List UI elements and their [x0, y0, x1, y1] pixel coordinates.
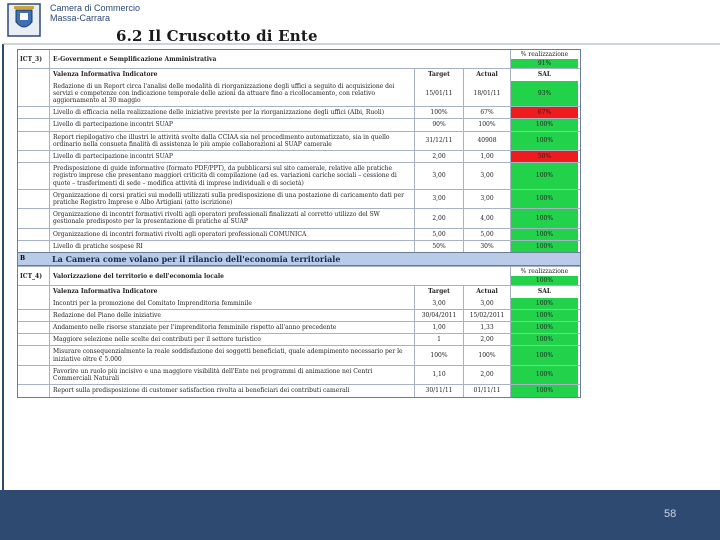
actual-value: 15/02/2011	[463, 310, 510, 321]
block2-rows	[18, 298, 580, 397]
table-row	[18, 162, 580, 189]
sal-status-cell: 100%	[510, 346, 578, 364]
sal-status-cell: 100%	[510, 190, 578, 208]
indicator-text: Organizzazione di corsi pratici sui modelli utilizzati sulla predisposizione di una postazione di caricamento dati per pratiche Registro Imprese e Albo Artigiani (atto iscrizione)	[49, 190, 414, 208]
indicator-text: Redazione del Piano delle iniziative	[49, 310, 414, 321]
table-row	[18, 131, 580, 150]
block1-pct-cell	[510, 50, 578, 68]
table-row	[18, 309, 580, 321]
sal-status-cell: 100%	[510, 322, 578, 333]
row-code-cell	[18, 366, 49, 384]
target-value: 100%	[414, 346, 463, 364]
indicator-text: Andamento nelle risorse stanziate per l'imprenditoria femminile rispetto all'anno precedente	[49, 322, 414, 333]
table-row	[18, 81, 580, 107]
block1-column-header	[18, 68, 580, 80]
col-actual: Actual	[463, 69, 510, 80]
block1-rows	[18, 81, 580, 252]
col-sal: SAL	[510, 286, 578, 297]
col-target: Target	[414, 69, 463, 80]
target-value: 50%	[414, 241, 463, 252]
indicator-text: Livello di partecipazione incontri SUAP	[49, 119, 414, 130]
col-actual: Actual	[463, 286, 510, 297]
target-value: 1,00	[414, 322, 463, 333]
row-code-cell	[18, 310, 49, 321]
org-line-2: Massa-Carrara	[50, 13, 111, 23]
table-row	[18, 365, 580, 384]
block2-title: Valorizzazione del territorio e dell'economia locale	[49, 267, 510, 285]
row-code-cell	[18, 107, 49, 118]
sal-status-cell: 100%	[510, 229, 578, 240]
actual-value: 18/01/11	[463, 81, 510, 107]
block1-pct-value: 91%	[511, 59, 578, 68]
sal-status-cell: 100%	[510, 163, 578, 189]
row-code-cell	[18, 209, 49, 227]
org-line-1: Camera di Commercio	[50, 3, 141, 13]
actual-value: 2,00	[463, 334, 510, 345]
target-value: 5,00	[414, 229, 463, 240]
block1-code: ICT_3)	[20, 55, 43, 63]
table-row	[18, 384, 580, 396]
row-code-cell	[18, 385, 49, 396]
actual-value: 1,00	[463, 151, 510, 162]
target-value: 2,00	[414, 151, 463, 162]
table-row	[18, 298, 580, 309]
block2-pct-cell	[510, 267, 578, 285]
actual-value: 01/11/11	[463, 385, 510, 396]
actual-value: 100%	[463, 119, 510, 130]
row-code-cell	[18, 322, 49, 333]
target-value: 90%	[414, 119, 463, 130]
actual-value: 30%	[463, 241, 510, 252]
chamber-logo	[6, 2, 42, 38]
table-row	[18, 228, 580, 240]
indicator-text: Misurare consequenzialmente la reale soddisfazione dei soggetti beneficiati, quale adempimento necessario per le iniziative oltre € 5.000	[49, 346, 414, 364]
block2-column-header	[18, 285, 580, 297]
target-value: 1,10	[414, 366, 463, 384]
row-code-cell	[18, 334, 49, 345]
sal-status-cell: 100%	[510, 209, 578, 227]
target-value: 3,00	[414, 190, 463, 208]
target-value: 100%	[414, 107, 463, 118]
col-indicator: Valenza Informativa Indicatore	[49, 286, 414, 297]
target-value: 2,00	[414, 209, 463, 227]
actual-value: 3,00	[463, 163, 510, 189]
actual-value: 100%	[463, 346, 510, 364]
target-value: 1	[414, 334, 463, 345]
row-code-cell	[18, 81, 49, 107]
row-code-cell	[18, 119, 49, 130]
indicator-text: Incontri per la promozione del Comitato Imprenditoria femminile	[49, 298, 414, 309]
row-code-cell	[18, 241, 49, 252]
row-code-cell	[18, 229, 49, 240]
table-row	[18, 106, 580, 118]
indicator-text: Report riepilogativo che illustri le attività svolte dalla CCIAA sia nel procedimento automatizzato, sia in quello ordinario nella consueta finalità di assistenza le più ampie collaborazioni al SUAP camerale	[49, 132, 414, 150]
sal-status-cell: 100%	[510, 310, 578, 321]
col-target: Target	[414, 286, 463, 297]
actual-value: 5,00	[463, 229, 510, 240]
indicator-text: Maggiore selezione nelle scelte dei contributi per il settore turistico	[49, 334, 414, 345]
row-code-cell	[18, 151, 49, 162]
target-value: 3,00	[414, 163, 463, 189]
row-code-cell	[18, 190, 49, 208]
indicator-text: Organizzazione di incontri formativi rivolti agli operatori professionali finalizzati al corretto utilizzo del SW gestionale predisposto per la presentazione di pratiche al SUAP	[49, 209, 414, 227]
sal-status-cell: 100%	[510, 366, 578, 384]
block2-title-row	[18, 266, 580, 285]
indicator-text: Report sulla predisposizione di customer satisfaction rivolta ai beneficiari dei contributi camerali	[49, 385, 414, 396]
actual-value: 3,00	[463, 190, 510, 208]
sal-status-cell: 100%	[510, 385, 578, 396]
dashboard-table	[17, 49, 581, 398]
sal-status-cell: 100%	[510, 334, 578, 345]
indicator-text: Livello di partecipazione incontri SUAP	[49, 151, 414, 162]
target-value: 3,00	[414, 298, 463, 309]
indicator-text: Livello di efficacia nella realizzazione delle iniziative previste per la riorganizzazione degli uffici (Albi, Ruoli)	[49, 107, 414, 118]
sal-status-cell: 93%	[510, 81, 578, 107]
indicator-text: Predisposizione di guide informative (formato PDF/PPT), da pubblicarsi sul sito camerale, relative alle pratiche registro imprese che presentano maggiori criticità di compilazione (ad es. variazioni cariche sociali – cessione di quote – trasferimenti di sede – modifica attività di imprese individuali e di società)	[49, 163, 414, 189]
block1-title-row	[18, 50, 580, 68]
block2-code: ICT_4)	[20, 272, 43, 280]
page-title: 6.2 Il Cruscotto di Ente	[116, 27, 318, 45]
actual-value: 67%	[463, 107, 510, 118]
indicator-text: Livello di pratiche sospese RI	[49, 241, 414, 252]
sal-status-cell: 100%	[510, 119, 578, 130]
actual-value: 1,33	[463, 322, 510, 333]
footer-band	[0, 490, 720, 540]
indicator-text: Favorire un ruolo più incisivo e una maggiore visibilità dell'Ente nei programmi di animazione nei Centri Commerciali Naturali	[49, 366, 414, 384]
sal-status-cell: 100%	[510, 132, 578, 150]
block1-pct-label: % realizzazione	[520, 51, 569, 58]
indicator-text: Redazione di un Report circa l'analisi delle modalità di riorganizzazione degli uffici a seguito di acquisizione dei servizi e competenze con indicazione temporale delle azioni da attuare fino a ricollocamento, con relativo aggiornamento al 30 maggio	[49, 81, 414, 107]
table-row	[18, 321, 580, 333]
block1-title: E-Government e Semplificazione Amministrativa	[49, 50, 510, 68]
sal-status-cell: 67%	[510, 107, 578, 118]
organization-name	[50, 3, 140, 23]
actual-value: 40908	[463, 132, 510, 150]
table-row	[18, 345, 580, 364]
col-indicator: Valenza Informativa Indicatore	[49, 69, 414, 80]
indicator-text: Organizzazione di incontri formativi rivolti agli operatori professionali COMUNICA	[49, 229, 414, 240]
row-code-cell	[18, 132, 49, 150]
row-code-cell	[18, 298, 49, 309]
section-title: La Camera come volano per il rilancio dell'economia territoriale	[52, 254, 341, 265]
row-code-cell	[18, 346, 49, 364]
target-value: 31/12/11	[414, 132, 463, 150]
actual-value: 3,00	[463, 298, 510, 309]
page-number: 58	[664, 508, 677, 520]
target-value: 15/01/11	[414, 81, 463, 107]
col-sal: SAL	[510, 69, 578, 80]
table-row	[18, 208, 580, 227]
table-row	[18, 333, 580, 345]
table-row	[18, 189, 580, 208]
row-code-cell	[18, 163, 49, 189]
table-row	[18, 150, 580, 162]
target-value: 30/04/2011	[414, 310, 463, 321]
block2-pct-value: 100%	[511, 276, 578, 285]
sal-status-cell: 100%	[510, 241, 578, 252]
sal-status-cell: 50%	[510, 151, 578, 162]
actual-value: 4,00	[463, 209, 510, 227]
table-row	[18, 240, 580, 252]
block2-pct-label: % realizzazione	[520, 268, 569, 276]
section-b-row	[18, 252, 580, 266]
target-value: 30/11/11	[414, 385, 463, 396]
table-row	[18, 118, 580, 130]
section-letter: B	[20, 255, 26, 263]
actual-value: 2,00	[463, 366, 510, 384]
sal-status-cell: 100%	[510, 298, 578, 309]
